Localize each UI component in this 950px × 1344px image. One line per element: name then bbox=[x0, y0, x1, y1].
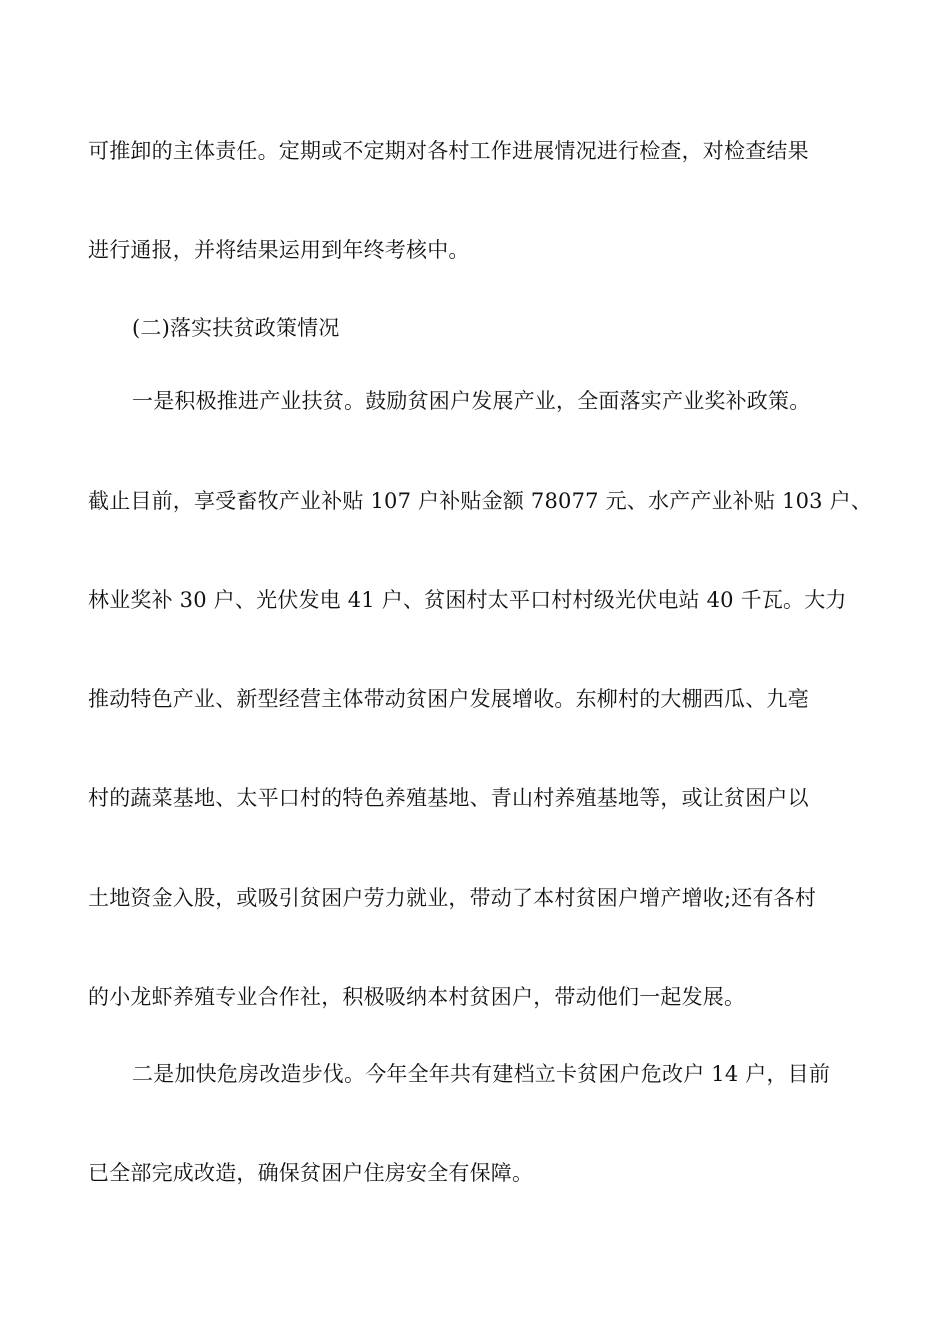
paragraph-line-6: 推动特色产业、新型经营主体带动贫困户发展增收。东柳村的大棚西瓜、九亳 bbox=[88, 687, 809, 711]
paragraph-line-5: 林业奖补 30 户、光伏发电 41 户、贫困村太平口村村级光伏电站 40 千瓦。大力 bbox=[88, 588, 847, 612]
section-heading: (二)落实扶贫政策情况 bbox=[132, 316, 340, 340]
paragraph-line-11: 已全部完成改造，确保贫困户住房安全有保障。 bbox=[88, 1161, 534, 1185]
paragraph-line-10: 二是加快危房改造步伐。今年全年共有建档立卡贫困户危改户 14 户，目前 bbox=[132, 1062, 831, 1086]
paragraph-line-2: 进行通报，并将结果运用到年终考核中。 bbox=[88, 238, 470, 262]
paragraph-line-3: 一是积极推进产业扶贫。鼓励贫困户发展产业，全面落实产业奖补政策。 bbox=[132, 389, 811, 413]
paragraph-line-1: 可推卸的主体责任。定期或不定期对各村工作进展情况进行检查，对检查结果 bbox=[88, 139, 809, 163]
paragraph-line-4: 截止目前，享受畜牧产业补贴 107 户补贴金额 78077 元、水产产业补贴 103 户、 bbox=[88, 489, 873, 513]
paragraph-line-7: 村的蔬菜基地、太平口村的特色养殖基地、青山村养殖基地等，或让贫困户以 bbox=[88, 786, 809, 810]
paragraph-line-8: 土地资金入股，或吸引贫困户劳力就业，带动了本村贫困户增产增收;还有各村 bbox=[88, 886, 817, 910]
paragraph-line-9: 的小龙虾养殖专业合作社，积极吸纳本村贫困户，带动他们一起发展。 bbox=[88, 985, 746, 1009]
